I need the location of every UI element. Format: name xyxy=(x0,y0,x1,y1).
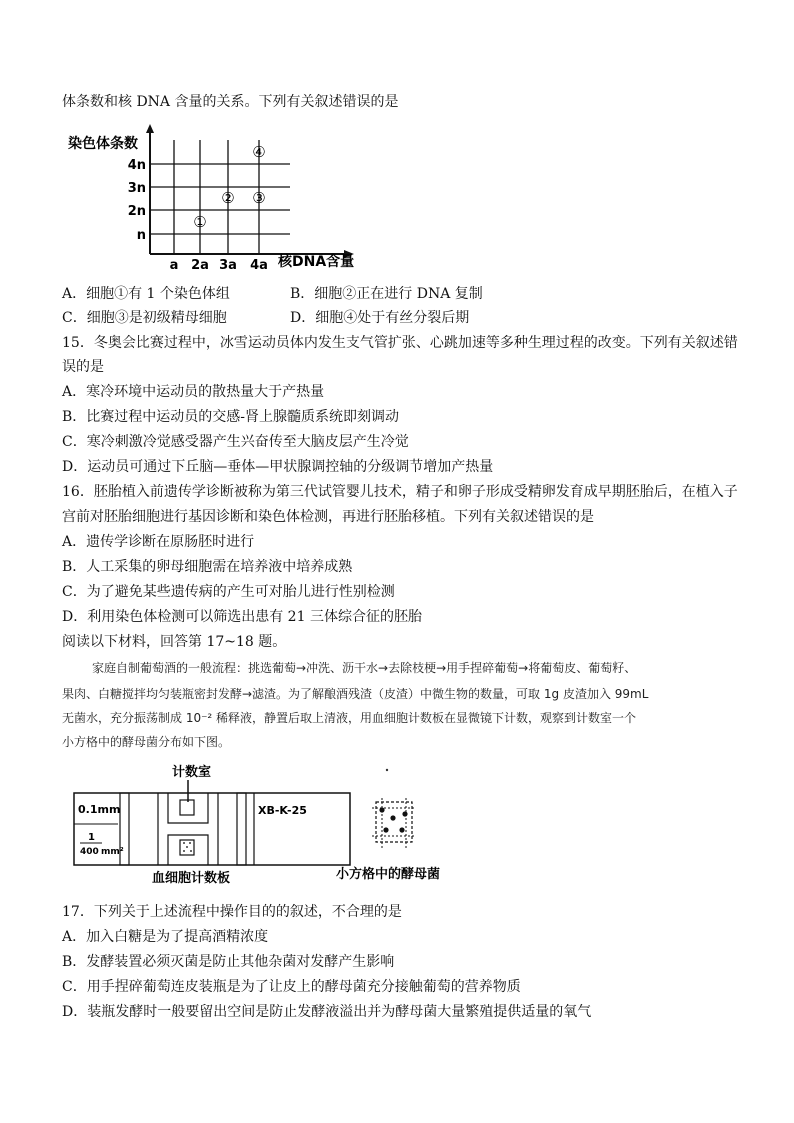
model-label: XB-K-25 xyxy=(258,804,307,817)
q16-option-d: D．利用染色体检测可以筛选出患有 21 三体综合征的胚胎 xyxy=(62,609,422,625)
q16-option-b: B．人工采集的卵母细胞需在培养液中培养成熟 xyxy=(62,559,353,575)
y-tick-label: 2n xyxy=(127,204,146,219)
q17-option-b: B．发酵装置必须灭菌是防止其他杂菌对发酵产生影响 xyxy=(62,954,395,970)
q14-option-a: A．细胞①有 1 个染色体组 xyxy=(62,286,230,302)
area-unit: mm² xyxy=(101,847,124,857)
x-tick-label: 2a xyxy=(191,258,209,272)
small-square-guides xyxy=(372,798,416,850)
data-point-label: ③ xyxy=(252,189,266,207)
yeast-cell xyxy=(399,827,404,832)
q17-option-d: D．装瓶发酵时一般要留出空间是防止发酵液溢出并为酵母菌大量繁殖提供适量的氧气 xyxy=(62,1004,592,1020)
upper-count-room xyxy=(180,800,194,815)
yeast-cell xyxy=(402,811,407,816)
area-denominator: 400 xyxy=(80,847,99,857)
q16-stem-line2: 宫前对胚胎细胞进行基因诊断和染色体检测，再进行胚胎移植。下列有关叙述错误的是 xyxy=(62,509,594,525)
q15-option-c: C．寒冷刺激冷觉感受器产生兴奋传至大脑皮层产生冷觉 xyxy=(62,434,409,450)
material-line4: 小方格中的酵母菌分布如下图。 xyxy=(62,735,231,749)
board-groove-right xyxy=(237,793,246,865)
y-tick-label: 3n xyxy=(127,181,146,196)
q17-stem: 17．下列关于上述流程中操作目的的叙述，不合理的是 xyxy=(62,904,402,920)
yeast-cell xyxy=(379,807,384,812)
y-tick-label: n xyxy=(136,228,146,243)
q14-option-b: B．细胞②正在进行 DNA 复制 xyxy=(290,286,483,302)
data-point-label: ① xyxy=(193,213,207,231)
q17-option-c: C．用手捏碎葡萄连皮装瓶是为了让皮上的酵母菌充分接触葡萄的营养物质 xyxy=(62,979,521,995)
q16-option-a: A．遗传学诊断在原肠胚时进行 xyxy=(62,534,255,550)
material-line2: 果肉、白糖搅拌均匀装瓶密封发酵→滤渣。为了解酿酒残渣（皮渣）中微生物的数量，可取 1g 皮渣加入 99mL xyxy=(62,687,649,701)
chart-grid xyxy=(150,140,290,254)
q14-option-d: D．细胞④处于有丝分裂后期 xyxy=(290,310,470,326)
material-line3: 无菌水，充分振荡制成 10⁻² 稀释液，静置后取上清液，用血细胞计数板在显微镜下计数，观察到计数室一个 xyxy=(62,711,637,725)
q15-option-d: D．运动员可通过下丘脑—垂体—甲状腺调控轴的分级调节增加产热量 xyxy=(62,459,494,475)
q17-option-a: A．加入白糖是为了提高酒精浓度 xyxy=(62,929,269,945)
x-tick-label: a xyxy=(169,258,179,272)
yeast-cell xyxy=(390,815,395,820)
q14-stem: 体条数和核 DNA 含量的关系。下列有关叙述错误的是 xyxy=(62,94,399,110)
board-caption: 血细胞计数板 xyxy=(152,871,231,886)
data-point-label: ② xyxy=(221,189,235,207)
y-axis-label: 染色体条数 xyxy=(68,136,138,152)
h-shaped-groove xyxy=(158,793,218,865)
chromosome-dna-chart xyxy=(66,122,366,272)
q16-option-c: C．为了避免某些遗传病的产生可对胎儿进行性别检测 xyxy=(62,584,395,600)
stray-dot xyxy=(386,769,388,771)
data-point-label: ④ xyxy=(252,143,266,161)
x-tick-label: 3a xyxy=(219,258,237,272)
material-line1: 家庭自制葡萄酒的一般流程：挑选葡萄→冲洗、沥干水→去除枝梗→用手捏碎葡萄→将葡萄皮、葡萄籽、 xyxy=(92,661,637,675)
q16-stem-line1: 16．胚胎植入前遗传学诊断被称为第三代试管婴儿技术，精子和卵子形成受精卵发育成早期胚胎后，在植入子 xyxy=(62,484,738,500)
y-axis-arrow xyxy=(146,124,154,133)
x-axis-label: 核DNA含量 xyxy=(278,254,355,270)
y-tick-label: 4n xyxy=(127,158,146,173)
small-square-figure xyxy=(330,762,460,886)
x-tick-label: 4a xyxy=(250,258,268,272)
q15-stem-line2: 误的是 xyxy=(62,359,104,375)
depth-label: 0.1mm xyxy=(78,803,121,816)
area-numerator: 1 xyxy=(88,832,95,843)
square-caption: 小方格中的酵母菌 xyxy=(336,867,441,882)
lower-count-room-dots xyxy=(183,843,192,851)
q14-option-c: C．细胞③是初级精母细胞 xyxy=(62,310,227,326)
q15-stem-line1: 15．冬奥会比赛过程中，冰雪运动员体内发生支气管扩张、心跳加速等多种生理过程的改变。下列有关叙述错 xyxy=(62,335,738,351)
q15-option-a: A．寒冷环境中运动员的散热量大于产热量 xyxy=(62,384,325,400)
count-room-label: 计数室 xyxy=(172,765,212,780)
q15-option-b: B．比赛过程中运动员的交感-肾上腺髓质系统即刻调动 xyxy=(62,409,400,425)
reading-intro: 阅读以下材料，回答第 17~18 题。 xyxy=(62,634,287,650)
yeast-cell xyxy=(383,827,388,832)
